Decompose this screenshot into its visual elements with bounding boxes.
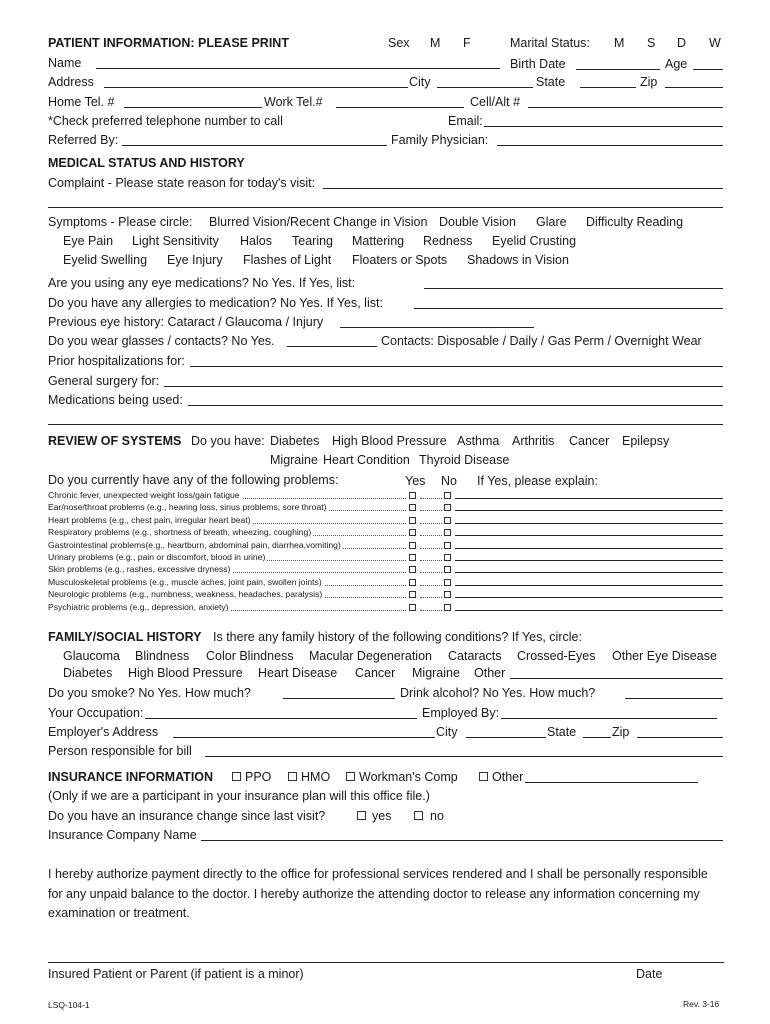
problem-explain-field[interactable]: [455, 510, 723, 511]
problem-explain-field[interactable]: [455, 548, 723, 549]
name-field[interactable]: [96, 68, 500, 69]
insurance-company-field[interactable]: [201, 840, 723, 841]
insurance-change-question: Do you have an insurance change since last visit?: [48, 809, 326, 823]
prior-hospitalizations-field[interactable]: [190, 366, 723, 367]
problem-no-checkbox[interactable]: [444, 591, 451, 598]
birth-date-field[interactable]: [576, 69, 660, 70]
problem-no-checkbox[interactable]: [444, 566, 451, 573]
family-physician-field[interactable]: [497, 145, 723, 146]
problem-no-checkbox[interactable]: [444, 554, 451, 561]
employed-by-label: Employed By:: [422, 706, 500, 720]
age-label: Age: [665, 57, 688, 71]
sex-label: Sex: [388, 36, 410, 50]
cell-label: Cell/Alt #: [470, 95, 521, 109]
problem-label: Urinary problems (e.g., pain or discomfort, blood in urine): [48, 552, 266, 562]
email-label: Email:: [448, 114, 483, 128]
sex-option-m[interactable]: M: [430, 36, 441, 50]
symptom-shadows-in-vision[interactable]: Shadows in Vision: [467, 253, 569, 267]
employer-state-field[interactable]: [583, 737, 611, 738]
symptom-glare[interactable]: Glare: [536, 215, 567, 229]
employed-by-field[interactable]: [501, 718, 717, 719]
symptom-redness[interactable]: Redness: [423, 234, 473, 248]
glasses-field[interactable]: [287, 346, 377, 347]
other-insurance-checkbox[interactable]: [479, 772, 488, 781]
problem-label: Respiratory problems (e.g., shortness of breath, wheezing, coughing): [48, 527, 312, 538]
problem-leader-dots: [420, 572, 442, 573]
problem-leader-dots: [420, 597, 442, 598]
state-label: State: [536, 75, 566, 89]
insurance-note: (Only if we are a participant in your insurance plan will this office file.): [48, 789, 430, 803]
review-of-systems-heading: REVIEW OF SYSTEMS: [48, 434, 182, 448]
responsible-for-bill-label: Person responsible for bill: [48, 744, 192, 758]
family-cancer[interactable]: Cancer: [355, 666, 396, 680]
previous-eye-history-field[interactable]: [340, 327, 534, 328]
family-social-history-heading: FAMILY/SOCIAL HISTORY: [48, 630, 202, 644]
form-title: PATIENT INFORMATION: PLEASE PRINT: [48, 36, 289, 50]
symptoms-label: Symptoms - Please circle:: [48, 215, 193, 229]
symptom-mattering[interactable]: Mattering: [352, 234, 405, 248]
ppo-label: PPO: [245, 770, 272, 784]
problem-explain-field[interactable]: [455, 560, 723, 561]
symptom-blurred-vision[interactable]: Blurred Vision/Recent Change in Vision: [209, 215, 428, 229]
family-glaucoma[interactable]: Glaucoma: [63, 649, 120, 663]
employer-zip-label: Zip: [612, 725, 630, 739]
symptom-flashes-of-light[interactable]: Flashes of Light: [243, 253, 332, 267]
family-history-question: Is there any family history of the following conditions? If Yes, circle:: [213, 630, 582, 644]
smoke-question: Do you smoke? No Yes. How much?: [48, 686, 251, 700]
problem-leader-dots: [420, 498, 442, 499]
insurance-change-no-label: no: [430, 809, 444, 823]
patient-signature-label: Insured Patient or Parent (if patient is a minor): [48, 967, 304, 981]
contacts-options[interactable]: Contacts: Disposable / Daily / Gas Perm / Overnight Wear: [381, 334, 702, 348]
problem-no-checkbox[interactable]: [444, 529, 451, 536]
problem-leader-dots: [420, 523, 442, 524]
condition-epilepsy[interactable]: Epilepsy: [622, 434, 670, 448]
condition-arthritis[interactable]: Arthritis: [512, 434, 555, 448]
problem-explain-field[interactable]: [455, 498, 723, 499]
marital-option-w[interactable]: W: [709, 36, 721, 50]
condition-asthma[interactable]: Asthma: [457, 434, 500, 448]
other-insurance-label: Other: [492, 770, 524, 784]
problem-label: Neurologic problems (e.g., numbness, weakness, headaches, paralysis): [48, 589, 323, 600]
problem-label: Musculoskeletal problems (e.g., muscle aches, joint pain, swollen joints): [48, 576, 322, 587]
problem-no-checkbox[interactable]: [444, 504, 451, 511]
symptom-eyelid-crusting[interactable]: Eyelid Crusting: [492, 234, 577, 248]
insurance-change-yes-checkbox[interactable]: [357, 811, 366, 820]
problem-yes-checkbox[interactable]: [409, 591, 416, 598]
referred-by-field[interactable]: [122, 145, 387, 146]
medical-status-heading: MEDICAL STATUS AND HISTORY: [48, 156, 245, 170]
previous-eye-history-label: Previous eye history: Cataract / Glaucoma / Injury: [48, 315, 324, 329]
sex-option-f[interactable]: F: [463, 36, 471, 50]
email-field[interactable]: [484, 126, 723, 127]
problem-explain-field[interactable]: [455, 597, 723, 598]
condition-high-blood-pressure[interactable]: High Blood Pressure: [332, 434, 447, 448]
general-surgery-label: General surgery for:: [48, 374, 160, 388]
problem-no-checkbox[interactable]: [444, 517, 451, 524]
home-tel-label: Home Tel. #: [48, 95, 115, 109]
authorization-line-2: for any unpaid balance to the doctor. I hereby authorize the attending doctor to release any information concerning my: [48, 887, 700, 901]
cell-field[interactable]: [528, 107, 723, 108]
other-insurance-field[interactable]: [525, 782, 698, 783]
age-field[interactable]: [693, 69, 723, 70]
problem-explain-field[interactable]: [455, 610, 723, 611]
do-you-have-label: Do you have:: [191, 434, 265, 448]
signature-line[interactable]: [48, 962, 724, 963]
alcohol-amount-field[interactable]: [625, 698, 723, 699]
family-migraine[interactable]: Migraine: [412, 666, 460, 680]
symptom-eyelid-swelling[interactable]: Eyelid Swelling: [63, 253, 148, 267]
yes-column-header: Yes: [405, 474, 426, 488]
symptom-difficulty-reading[interactable]: Difficulty Reading: [586, 215, 684, 229]
symptom-double-vision[interactable]: Double Vision: [439, 215, 516, 229]
address-field[interactable]: [104, 87, 408, 88]
city-field[interactable]: [437, 87, 533, 88]
referred-by-label: Referred By:: [48, 133, 119, 147]
problem-label: Chronic fever, unexpected weight loss/gain fatigue: [48, 490, 240, 500]
birth-date-label: Birth Date: [510, 57, 566, 71]
family-high-blood-pressure[interactable]: High Blood Pressure: [128, 666, 243, 680]
problem-leader-dots: [420, 585, 442, 586]
medications-label: Medications being used:: [48, 393, 183, 407]
general-surgery-field[interactable]: [164, 386, 723, 387]
problem-yes-checkbox[interactable]: [409, 492, 416, 499]
problem-yes-checkbox[interactable]: [409, 604, 416, 611]
problem-explain-field[interactable]: [455, 535, 723, 536]
complaint-label: Complaint - Please state reason for today's visit:: [48, 176, 316, 190]
work-tel-field[interactable]: [336, 107, 464, 108]
no-column-header: No: [441, 474, 457, 488]
symptom-halos[interactable]: Halos: [240, 234, 272, 248]
zip-field[interactable]: [665, 87, 723, 88]
symptom-floaters-or-spots[interactable]: Floaters or Spots: [352, 253, 448, 267]
problem-label: Heart problems (e.g., chest pain, irregular heart beat): [48, 514, 251, 525]
signature-date-label: Date: [636, 967, 663, 981]
city-label: City: [409, 75, 431, 89]
symptom-tearing[interactable]: Tearing: [292, 234, 333, 248]
family-other-field[interactable]: [510, 678, 723, 679]
complaint-field-line2[interactable]: [48, 207, 723, 208]
problem-yes-checkbox[interactable]: [409, 529, 416, 536]
medications-field[interactable]: [188, 405, 723, 406]
problem-leader-dots: [420, 535, 442, 536]
problem-yes-checkbox[interactable]: [409, 566, 416, 573]
condition-diabetes[interactable]: Diabetes: [270, 434, 320, 448]
problem-leader-dots: [420, 510, 442, 511]
problem-label: Gastrointestinal problems(e.g., heartburn, abdominal pain, diarrhea,vomiting): [48, 539, 341, 550]
smoke-amount-field[interactable]: [283, 698, 395, 699]
condition-heart-condition[interactable]: Heart Condition: [323, 453, 410, 467]
employer-address-field[interactable]: [173, 737, 435, 738]
problem-explain-field[interactable]: [455, 523, 723, 524]
problem-yes-checkbox[interactable]: [409, 504, 416, 511]
authorization-line-1: I hereby authorize payment directly to the office for professional services rendered and I shall be personally responsible: [48, 867, 708, 881]
problem-leader-dots: [420, 560, 442, 561]
problem-leader-dots: [420, 610, 442, 611]
condition-cancer[interactable]: Cancer: [569, 434, 610, 448]
form-code: LSQ-104-1: [48, 1000, 90, 1010]
occupation-field[interactable]: [145, 718, 417, 719]
employer-state-label: State: [547, 725, 577, 739]
occupation-label: Your Occupation:: [48, 706, 144, 720]
workmans-comp-label: Workman's Comp: [359, 770, 458, 784]
family-diabetes[interactable]: Diabetes: [63, 666, 113, 680]
alcohol-question: Drink alcohol? No Yes. How much?: [400, 686, 596, 700]
problems-question: Do you currently have any of the following problems:: [48, 473, 339, 487]
insurance-company-label: Insurance Company Name: [48, 828, 197, 842]
problem-no-checkbox[interactable]: [444, 492, 451, 499]
family-other-eye-disease[interactable]: Other Eye Disease: [612, 649, 717, 663]
insurance-change-no-checkbox[interactable]: [414, 811, 423, 820]
zip-label: Zip: [640, 75, 658, 89]
problem-yes-checkbox[interactable]: [409, 542, 416, 549]
family-heart-disease[interactable]: Heart Disease: [258, 666, 338, 680]
family-physician-label: Family Physician:: [391, 133, 489, 147]
family-cataracts[interactable]: Cataracts: [448, 649, 502, 663]
hmo-checkbox[interactable]: [288, 772, 297, 781]
condition-migraine[interactable]: Migraine: [270, 453, 318, 467]
employer-zip-field[interactable]: [637, 737, 723, 738]
marital-option-d[interactable]: D: [677, 36, 687, 50]
condition-thyroid-disease[interactable]: Thyroid Disease: [419, 453, 510, 467]
employer-city-label: City: [436, 725, 458, 739]
ppo-checkbox[interactable]: [232, 772, 241, 781]
allergies-question: Do you have any allergies to medication? No Yes. If Yes, list:: [48, 296, 383, 310]
allergies-field[interactable]: [414, 308, 723, 309]
medications-field-line2[interactable]: [48, 424, 723, 425]
name-label: Name: [48, 56, 82, 70]
check-preferred-note: *Check preferred telephone number to call: [48, 114, 283, 128]
employer-address-label: Employer's Address: [48, 725, 159, 739]
problem-no-checkbox[interactable]: [444, 604, 451, 611]
workmans-comp-checkbox[interactable]: [346, 772, 355, 781]
eye-medications-question: Are you using any eye medications? No Yes. If Yes, list:: [48, 276, 356, 290]
form-revision: Rev. 3-16: [683, 999, 720, 1009]
authorization-line-3: examination or treatment.: [48, 906, 190, 920]
problem-leader-dots: [420, 548, 442, 549]
marital-option-m[interactable]: M: [614, 36, 625, 50]
problem-explain-field[interactable]: [455, 585, 723, 586]
family-color-blindness[interactable]: Color Blindness: [206, 649, 294, 663]
insurance-change-yes-label: yes: [372, 809, 392, 823]
problem-yes-checkbox[interactable]: [409, 579, 416, 586]
home-tel-field[interactable]: [124, 107, 262, 108]
problem-no-checkbox[interactable]: [444, 579, 451, 586]
marital-status-label: Marital Status:: [510, 36, 590, 50]
state-field[interactable]: [580, 87, 636, 88]
problem-label: Psychiatric problems (e.g., depression, anxiety): [48, 601, 229, 612]
marital-option-s[interactable]: S: [647, 36, 656, 50]
eye-medications-field[interactable]: [424, 288, 723, 289]
responsible-for-bill-field[interactable]: [205, 756, 723, 757]
problem-explain-field[interactable]: [455, 572, 723, 573]
address-label: Address: [48, 75, 94, 89]
hmo-label: HMO: [301, 770, 331, 784]
problem-yes-checkbox[interactable]: [409, 517, 416, 524]
prior-hospitalizations-label: Prior hospitalizations for:: [48, 354, 185, 368]
insurance-heading: INSURANCE INFORMATION: [48, 770, 214, 784]
problem-no-checkbox[interactable]: [444, 542, 451, 549]
complaint-field[interactable]: [323, 188, 723, 189]
work-tel-label: Work Tel.#: [264, 95, 323, 109]
symptom-eye-injury[interactable]: Eye Injury: [167, 253, 223, 267]
glasses-contacts-question: Do you wear glasses / contacts? No Yes.: [48, 334, 275, 348]
family-macular-degeneration[interactable]: Macular Degeneration: [309, 649, 432, 663]
family-crossed-eyes[interactable]: Crossed-Eyes: [517, 649, 596, 663]
family-blindness[interactable]: Blindness: [135, 649, 190, 663]
problem-label: Skin problems (e.g., rashes, excessive dryness): [48, 564, 231, 575]
symptom-eye-pain[interactable]: Eye Pain: [63, 234, 114, 248]
problem-yes-checkbox[interactable]: [409, 554, 416, 561]
explain-column-header: If Yes, please explain:: [477, 474, 598, 488]
employer-city-field[interactable]: [466, 737, 546, 738]
family-other[interactable]: Other: [474, 666, 506, 680]
problem-label: Ear/nose/throat problems (e.g., hearing loss, sinus problems, sore throat): [48, 502, 327, 513]
symptom-light-sensitivity[interactable]: Light Sensitivity: [132, 234, 219, 248]
